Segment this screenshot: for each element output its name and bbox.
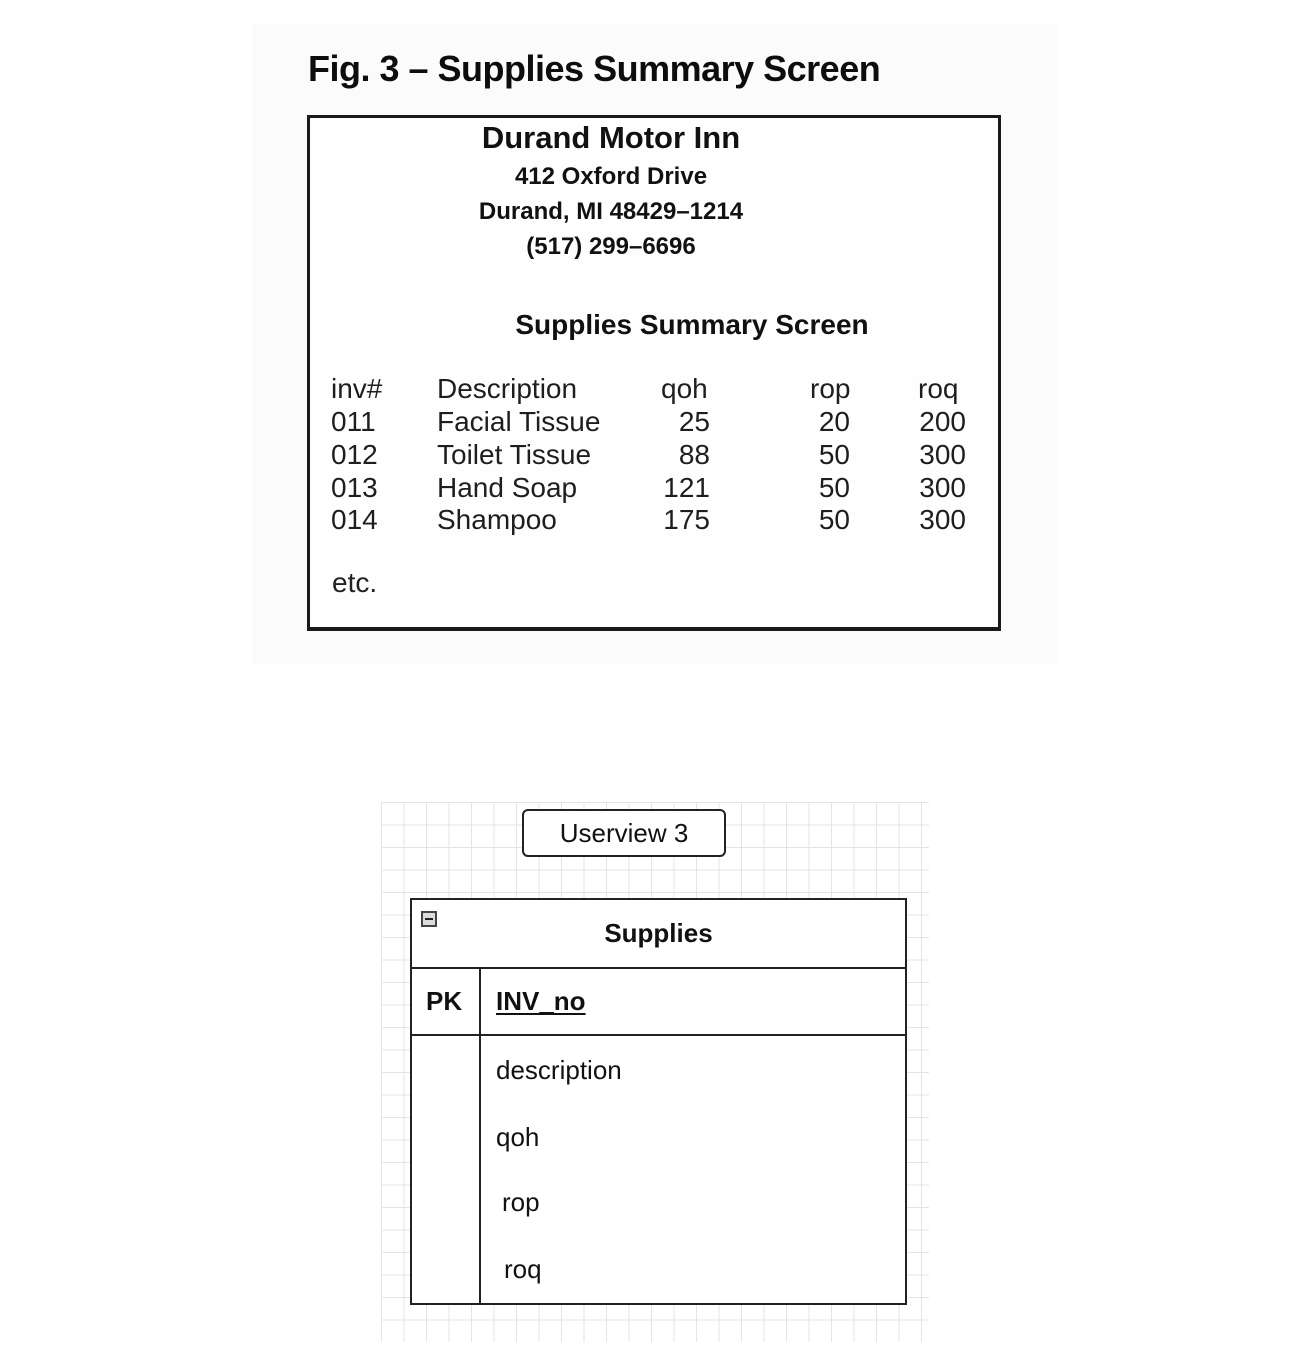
table-cell-roq: 200 [919,406,966,437]
supplies-table [310,118,998,627]
attribute-description: description [496,1055,622,1085]
table-cell-roq: 300 [919,472,966,503]
table-cell-rop: 20 [818,406,850,437]
column-header-description: Description [437,373,578,404]
table-cell-roq: 300 [919,504,966,535]
userview-label-text: Userview 3 [559,817,689,848]
table-cell-roq: 300 [919,439,966,470]
table-cell-inv: 011 [331,406,376,437]
attribute-roq: roq [504,1254,542,1284]
column-header-roq: roq [918,373,959,404]
table-cell-rop: 50 [818,472,850,503]
table-cell-qoh: 88 [678,439,710,470]
business-street: 412 Oxford Drive [514,163,708,190]
column-header-rop: rop [810,373,851,404]
pk-field: INV_no [496,986,586,1016]
column-header-qoh: qoh [661,373,708,404]
table-cell-rop: 50 [818,439,850,470]
table-cell-inv: 014 [331,504,378,535]
business-phone: (517) 299–6696 [526,233,696,260]
entity-header [412,900,905,969]
userview-label[interactable] [522,809,726,857]
table-cell-description: Shampoo [437,504,557,535]
pk-label: PK [426,986,463,1016]
collapse-icon[interactable] [421,911,437,927]
table-continuation-note: etc. [332,567,378,598]
table-cell-description: Hand Soap [437,472,578,503]
figure-title: Fig. 3 – Supplies Summary Screen [308,48,881,89]
entity-title-text: Supplies [604,918,713,948]
summary-screen [307,115,1001,631]
table-cell-qoh: 175 [663,504,710,535]
key-column-divider [479,969,481,1303]
attribute-qoh: qoh [496,1122,540,1152]
table-cell-rop: 50 [818,504,850,535]
table-cell-inv: 012 [331,439,378,470]
entity-title [412,900,905,967]
business-name: Durand Motor Inn [481,120,741,155]
column-header-inv: inv# [331,373,383,404]
table-cell-qoh: 25 [678,406,710,437]
table-cell-description: Facial Tissue [437,406,601,437]
table-cell-description: Toilet Tissue [437,439,592,470]
table-cell-inv: 013 [331,472,378,503]
business-city: Durand, MI 48429–1214 [478,198,744,225]
attribute-rop: rop [502,1187,540,1217]
table-cell-qoh: 121 [663,472,710,503]
screen-title: Supplies Summary Screen [515,309,869,340]
entity-supplies[interactable] [410,898,907,1305]
primary-key-row [412,969,905,1036]
